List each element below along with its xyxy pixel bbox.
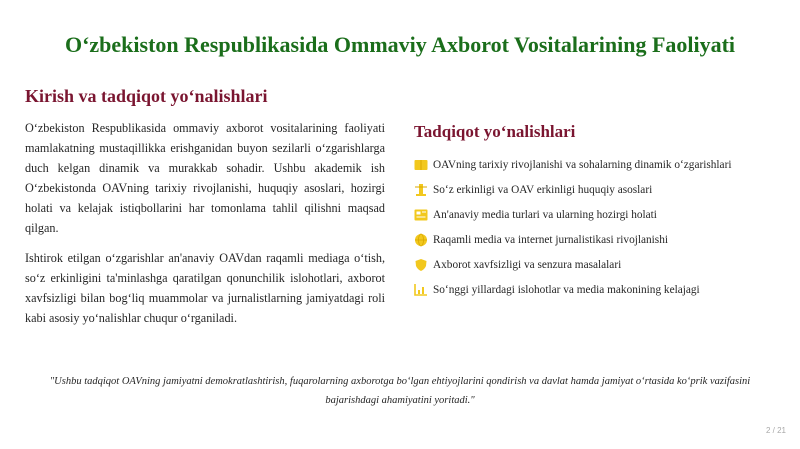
- shield-icon: [414, 257, 433, 273]
- list-item-text: So‘nggi yillardagi islohotlar va media makonining kelajagi: [433, 283, 700, 296]
- book-icon: [414, 157, 433, 173]
- list-item: [414, 252, 784, 277]
- intro-heading: Kirish va tadqiqot yo‘nalishlari: [25, 86, 268, 106]
- intro-paragraph-1: O‘zbekiston Respublikasida ommaviy axborot vositalarining faoliyati mamlakatning mustaqillikka erishganidan buyon sezilarli o‘zgarishlarga duch kelgan dinamik va murakkab sohadir. Ushbu akademik ish O‘zbekistonda OAVning tarixiy rivojlanishi, huquqiy asoslari, hozirgi holati va kelajak istiqbollarini har tomonlama tahlil qilishni maqsad qilgan.: [25, 121, 385, 236]
- list-item: [414, 202, 784, 227]
- quote: "Ushbu tadqiqot OAVning jamiyatni demokratlashtirish, fuqarolarning axborotga bo‘lgan ehtiyojlarini qondirish va davlat hamda jamiyat o‘rtasida ko‘prik vazifasini bajarishdagi ahamiyatini yoritadi.": [49, 376, 751, 406]
- intro-paragraph-2: Ishtirok etilgan o‘zgarishlar an'anaviy OAVdan raqamli mediaga o‘tish, so‘z erkinligini ta'minlashga qaratilgan qonunchilik islohotlari, axborot xavfsizligi bilan bog‘liq muammolar va jurnalistlarning jamiyatdagi roli kabi asosiy yo‘nalishlar chuqur o‘rganiladi.: [25, 250, 385, 325]
- page-number: 2 / 21: [765, 426, 786, 435]
- intro-text: [25, 118, 385, 337]
- directions-heading: Tadqiqot yo‘nalishlari: [414, 122, 576, 141]
- list-item-text: Raqamli media va internet jurnalistikasi rivojlanishi: [433, 233, 668, 246]
- chart-icon: [414, 282, 433, 298]
- list-item-text: So‘z erkinligi va OAV erkinligi huquqiy asoslari: [433, 183, 653, 196]
- list-item: [414, 152, 784, 177]
- scale-icon: [414, 182, 433, 198]
- list-item-text: Axborot xavfsizligi va senzura masalalari: [433, 258, 622, 271]
- list-item: [414, 227, 784, 252]
- directions-list: [414, 152, 784, 302]
- globe-icon: [414, 232, 433, 248]
- slide-title: O‘zbekiston Respublikasida Ommaviy Axborot Vositalarining Faoliyati: [64, 32, 736, 57]
- list-item-text: An'anaviy media turlari va ularning hozirgi holati: [433, 208, 657, 221]
- list-item: [414, 277, 784, 302]
- list-item-text: OAVning tarixiy rivojlanishi va sohalarning dinamik o‘zgarishlari: [433, 158, 732, 171]
- list-item: [414, 177, 784, 202]
- newspaper-icon: [414, 207, 433, 223]
